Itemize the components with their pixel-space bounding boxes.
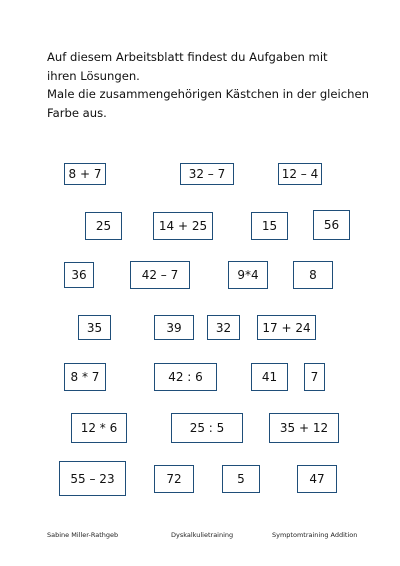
card-9-times-4[interactable]: 9*4 bbox=[228, 261, 268, 289]
card-8[interactable]: 8 bbox=[293, 261, 333, 289]
footer-center: Dyskalkulietraining bbox=[171, 531, 234, 539]
card-14-plus-25[interactable]: 14 + 25 bbox=[153, 212, 213, 240]
card-25[interactable]: 25 bbox=[85, 212, 122, 240]
card-35-plus-12[interactable]: 35 + 12 bbox=[269, 413, 339, 443]
card-8-times-7[interactable]: 8 * 7 bbox=[64, 363, 106, 391]
card-72[interactable]: 72 bbox=[154, 465, 194, 493]
card-25-div-5[interactable]: 25 : 5 bbox=[171, 413, 243, 443]
instruction-line-2: ihren Lösungen. bbox=[47, 68, 140, 83]
card-12-times-6[interactable]: 12 * 6 bbox=[71, 413, 127, 443]
footer-right: Symptomtraining Addition bbox=[272, 531, 358, 539]
card-47[interactable]: 47 bbox=[297, 465, 337, 493]
card-56[interactable]: 56 bbox=[313, 210, 350, 240]
card-8-plus-7[interactable]: 8 + 7 bbox=[64, 163, 106, 185]
instructions bbox=[47, 48, 377, 122]
footer-author: Sabine Miller-Rathgeb bbox=[47, 531, 119, 539]
card-36[interactable]: 36 bbox=[64, 262, 94, 288]
card-42-minus-7[interactable]: 42 – 7 bbox=[130, 261, 190, 289]
card-17-plus-24[interactable]: 17 + 24 bbox=[257, 315, 316, 340]
card-12-minus-4[interactable]: 12 – 4 bbox=[278, 163, 322, 185]
card-39[interactable]: 39 bbox=[154, 315, 194, 340]
card-32[interactable]: 32 bbox=[207, 315, 240, 340]
card-35[interactable]: 35 bbox=[78, 315, 111, 340]
instruction-line-3: Male die zusammengehörigen Kästchen in der gleichen bbox=[47, 87, 369, 101]
card-15[interactable]: 15 bbox=[251, 212, 288, 240]
card-41[interactable]: 41 bbox=[251, 363, 288, 391]
instruction-line-1: Auf diesem Arbeitsblatt findest du Aufgaben mit bbox=[47, 50, 328, 64]
instruction-line-4: Farbe aus. bbox=[47, 105, 107, 120]
card-7[interactable]: 7 bbox=[304, 363, 325, 391]
card-55-minus-23[interactable]: 55 – 23 bbox=[59, 461, 126, 496]
card-42-div-6[interactable]: 42 : 6 bbox=[154, 363, 217, 391]
card-32-minus-7[interactable]: 32 – 7 bbox=[180, 163, 234, 185]
card-5[interactable]: 5 bbox=[222, 465, 260, 493]
